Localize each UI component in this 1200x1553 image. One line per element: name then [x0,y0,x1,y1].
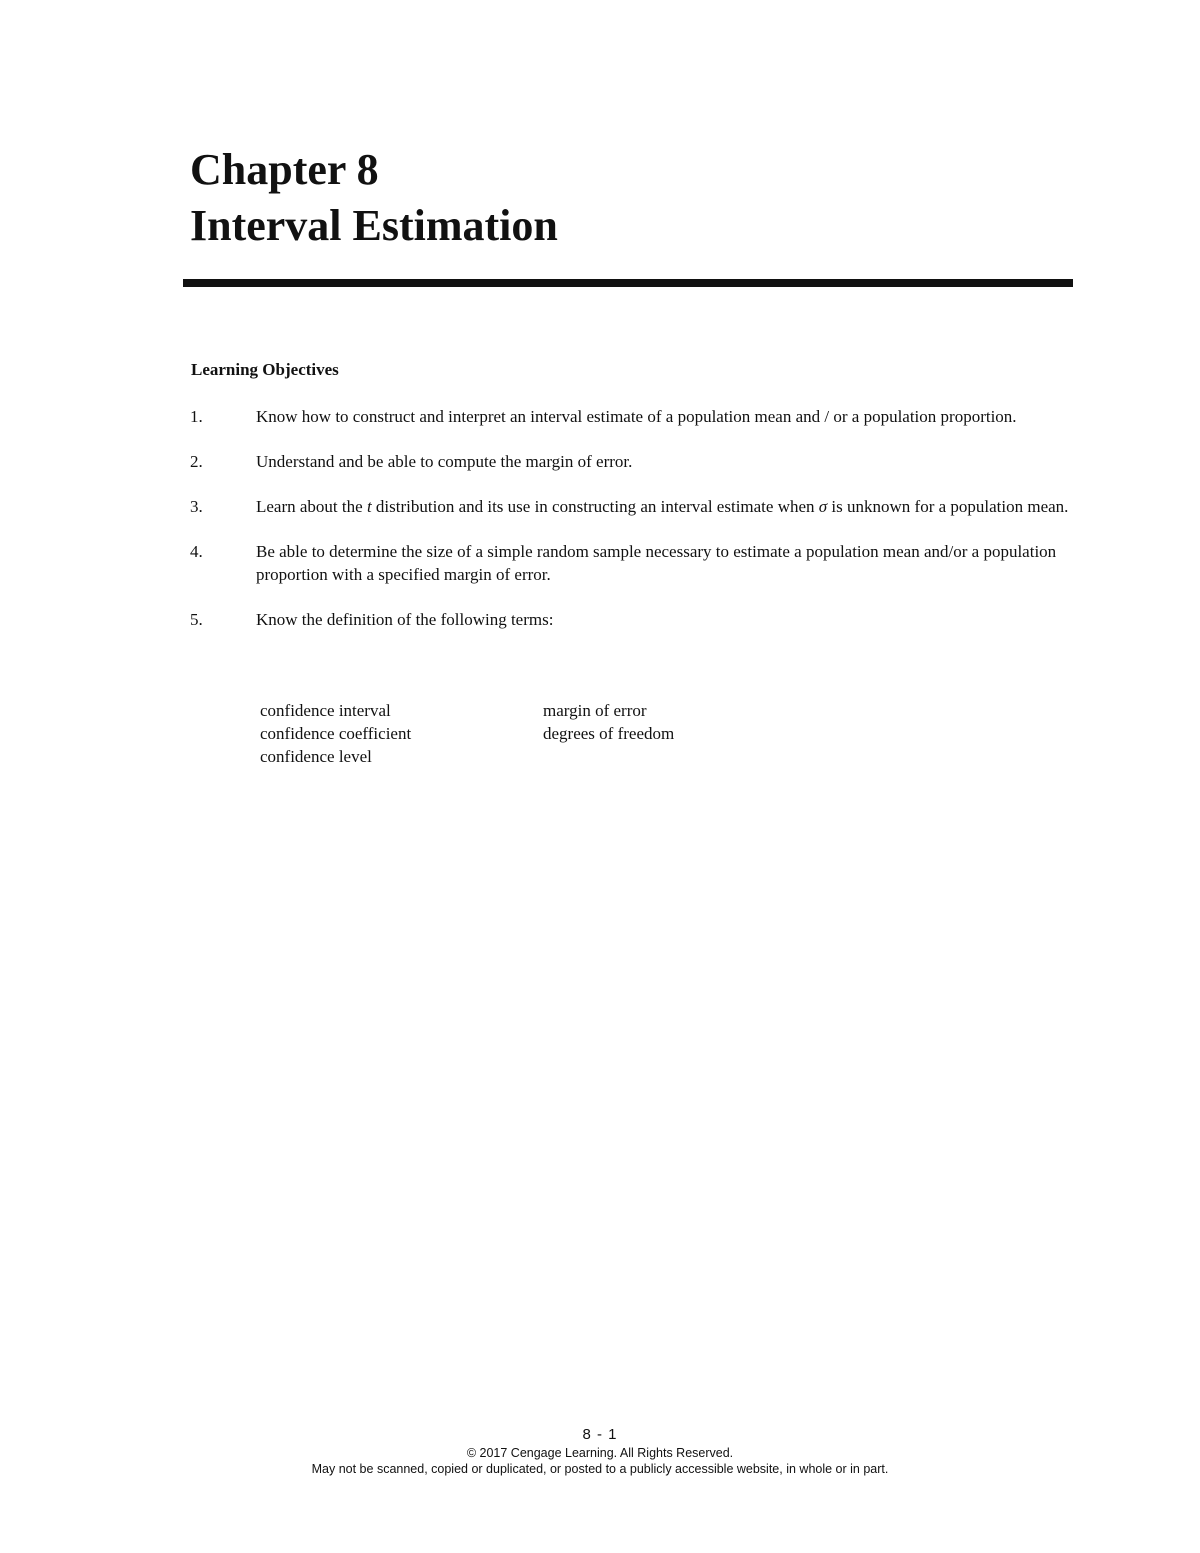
chapter-number: Chapter 8 [190,145,379,194]
objective-text: Know how to construct and interpret an interval estimate of a population mean and / or a population proportion. [256,407,1017,426]
objective-item [190,405,1070,428]
term-confidence-interval: confidence interval [260,701,391,720]
heading-divider [183,279,1073,287]
page-footer [0,1425,1200,1477]
term-confidence-coefficient: confidence coefficient [260,724,412,743]
objective-number: 4. [190,542,203,561]
page-number: 8 - 1 [582,1426,618,1443]
term-confidence-level: confidence level [260,747,372,766]
objective-number: 5. [190,610,203,629]
usage-notice: May not be scanned, copied or duplicated, or posted to a publicly accessible website, in whole or in part. [311,1462,889,1476]
term-degrees-of-freedom: degrees of freedom [543,724,675,743]
sigma-symbol: σ [818,497,828,516]
objective-text [256,495,1070,518]
objective-text-part: is unknown for a population mean. [827,497,1069,516]
chapter-title: Interval Estimation [190,201,558,250]
objective-item [190,540,1070,586]
objective-text: Be able to determine the size of a simple random sample necessary to estimate a population mean and/or a population proportion with a specified margin of error. [256,542,1057,584]
objective-item [190,608,1070,631]
t-symbol: t [366,497,372,516]
term-margin-of-error: margin of error [543,701,647,720]
terms-grid [260,699,860,768]
objective-number: 3. [190,497,203,516]
objective-item [190,450,1070,473]
chapter-heading [190,142,558,254]
learning-objectives-heading: Learning Objectives [191,360,339,379]
objective-number: 2. [190,452,203,471]
objective-text-part: distribution and its use in constructing an interval estimate when [371,497,819,516]
objective-text: Know the definition of the following terms: [256,610,554,629]
copyright-line: © 2017 Cengage Learning. All Rights Reserved. [466,1446,734,1460]
objective-text: Understand and be able to compute the margin of error. [256,452,633,471]
objective-text-part: Learn about the [256,497,367,516]
objective-item [190,495,1070,518]
objectives-list [190,405,1070,653]
objective-number: 1. [190,407,203,426]
